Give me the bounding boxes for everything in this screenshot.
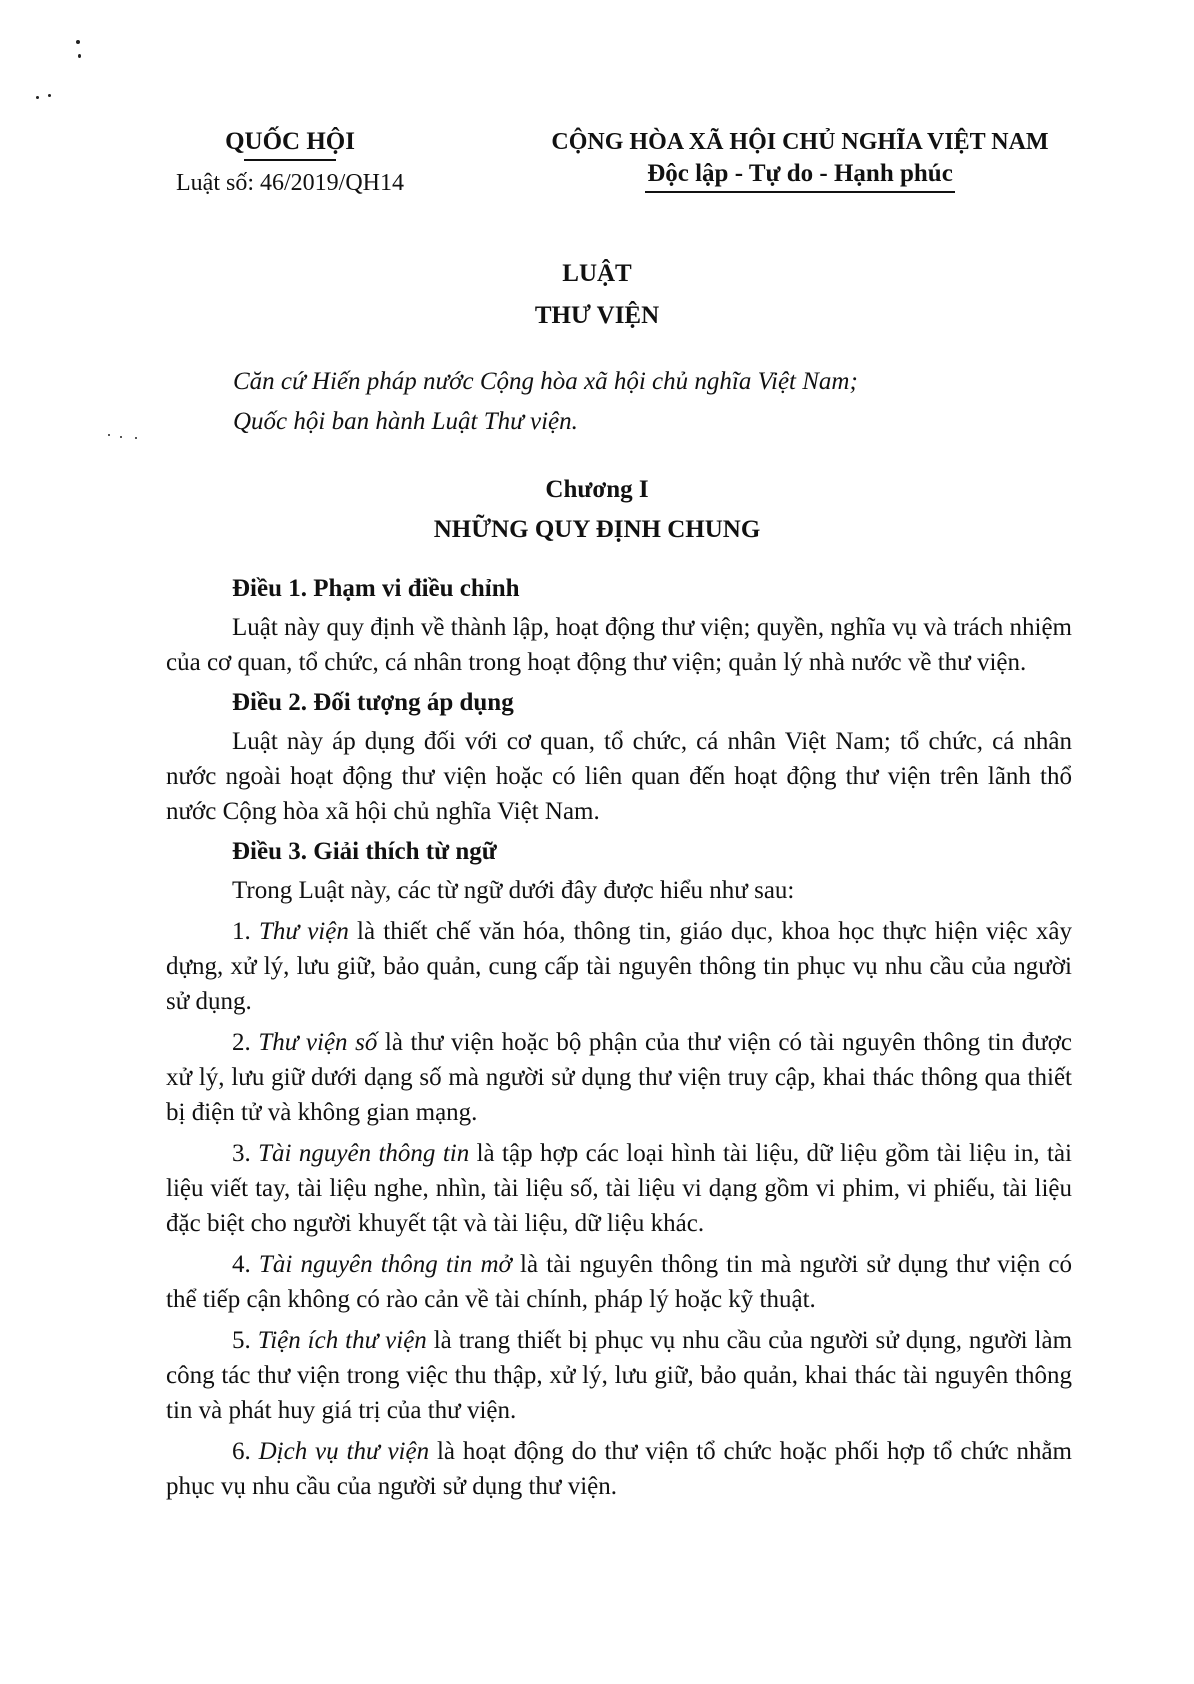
definition-item	[166, 1434, 1072, 1504]
definition-item	[166, 1323, 1072, 1428]
preamble	[233, 362, 1033, 442]
article-text: Luật này quy định về thành lập, hoạt động thư viện; quyền, nghĩa vụ và trách nhiệm của cơ quan, tổ chức, cá nhân trong hoạt động thư viện; quản lý nhà nước về thư viện.	[166, 614, 1072, 676]
definition-text: là tài nguyên thông tin mà người sử dụng thư viện có thể tiếp cận không có rào cản về tài chính, pháp lý hoặc kỹ thuật.	[166, 1251, 1073, 1313]
article-text: Luật này áp dụng đối với cơ quan, tổ chức, cá nhân Việt Nam; tổ chức, cá nhân nước ngoài hoạt động thư viện hoặc có liên quan đến hoạt động thư viện trên lãnh thổ nước Cộng hòa xã hội chủ nghĩa Việt Nam.	[166, 728, 1072, 825]
item-number: 2.	[232, 1029, 259, 1056]
item-number: 1.	[232, 918, 259, 945]
definition-text: là thiết chế văn hóa, thông tin, giáo dục, khoa học thực hiện việc xây dựng, xử lý, lưu giữ, bảo quản, cung cấp tài nguyên thông tin phục vụ nhu cầu của người sử dụng.	[166, 918, 1072, 1015]
definition-item	[166, 1136, 1072, 1241]
article-intro: Trong Luật này, các từ ngữ dưới đây được hiểu như sau:	[232, 877, 795, 904]
defined-term: Tiện ích thư viện	[257, 1327, 427, 1354]
document-type: LUẬT	[562, 260, 632, 287]
scan-speck	[76, 40, 80, 44]
chapter-number: Chương I	[545, 476, 649, 503]
item-number: 5.	[232, 1327, 258, 1354]
definition-item	[166, 1025, 1072, 1130]
law-body	[166, 572, 1072, 1510]
defined-term: Thư viện	[258, 918, 349, 945]
defined-term: Thư viện số	[258, 1029, 378, 1056]
item-number: 3.	[232, 1140, 259, 1167]
national-motto: Độc lập - Tự do - Hạnh phúc	[647, 160, 953, 187]
issuer-block	[150, 126, 430, 199]
national-heading	[520, 126, 1080, 193]
definition-text: là hoạt động do thư viện tổ chức hoặc phối hợp tổ chức nhằm phục vụ nhu cầu của người sử dụng thư viện.	[166, 1438, 1072, 1500]
document-title: THƯ VIỆN	[534, 302, 660, 329]
defined-term: Dịch vụ thư viện	[258, 1438, 430, 1465]
item-number: 6.	[232, 1438, 259, 1465]
definition-item	[166, 914, 1072, 1019]
scan-speck	[36, 96, 39, 99]
definition-text: là trang thiết bị phục vụ nhu cầu của người sử dụng, người làm công tác thư viện trong việc thu thập, xử lý, lưu giữ, bảo quản, khai thác tài nguyên thông tin và phát huy giá trị của thư viện.	[166, 1327, 1073, 1424]
issuer-underline	[244, 159, 336, 161]
definition-item	[166, 1247, 1072, 1317]
article-heading: Điều 1. Phạm vi điều chỉnh	[232, 575, 520, 602]
scan-speck	[48, 94, 51, 97]
motto-underline	[645, 191, 955, 193]
defined-term: Tài nguyên thông tin mở	[258, 1251, 512, 1278]
article-heading: Điều 2. Đối tượng áp dụng	[232, 689, 514, 716]
scan-speck	[120, 436, 122, 438]
definition-text: là tập hợp các loại hình tài liệu, dữ liệu gồm tài liệu in, tài liệu viết tay, tài liệu nghe, nhìn, tài liệu số, tài liệu vi dạng gồm vi phim, vi phiếu, tài liệu đặc biệt cho người khuyết tật và tài liệu, dữ liệu khác.	[166, 1140, 1072, 1237]
article-heading: Điều 3. Giải thích từ ngữ	[232, 838, 497, 865]
preamble-line: Căn cứ Hiến pháp nước Cộng hòa xã hội chủ nghĩa Việt Nam;	[233, 368, 858, 395]
scan-speck	[78, 54, 81, 58]
preamble-line: Quốc hội ban hành Luật Thư viện.	[233, 408, 578, 435]
law-number: Luật số: 46/2019/QH14	[176, 169, 404, 196]
definition-text: là thư viện hoặc bộ phận của thư viện có tài nguyên thông tin được xử lý, lưu giữ dưới dạng số mà người sử dụng thư viện truy cập, khai thác thông qua thiết bị điện tử và không gian mạng.	[166, 1029, 1073, 1126]
chapter-title: NHỮNG QUY ĐỊNH CHUNG	[433, 516, 761, 543]
item-number: 4.	[232, 1251, 259, 1278]
defined-term: Tài nguyên thông tin	[258, 1140, 470, 1167]
issuing-body: QUỐC HỘI	[225, 128, 355, 155]
scan-speck	[108, 434, 110, 436]
scan-speck	[135, 437, 137, 439]
republic-name: CỘNG HÒA XÃ HỘI CHỦ NGHĨA VIỆT NAM	[551, 129, 1049, 155]
